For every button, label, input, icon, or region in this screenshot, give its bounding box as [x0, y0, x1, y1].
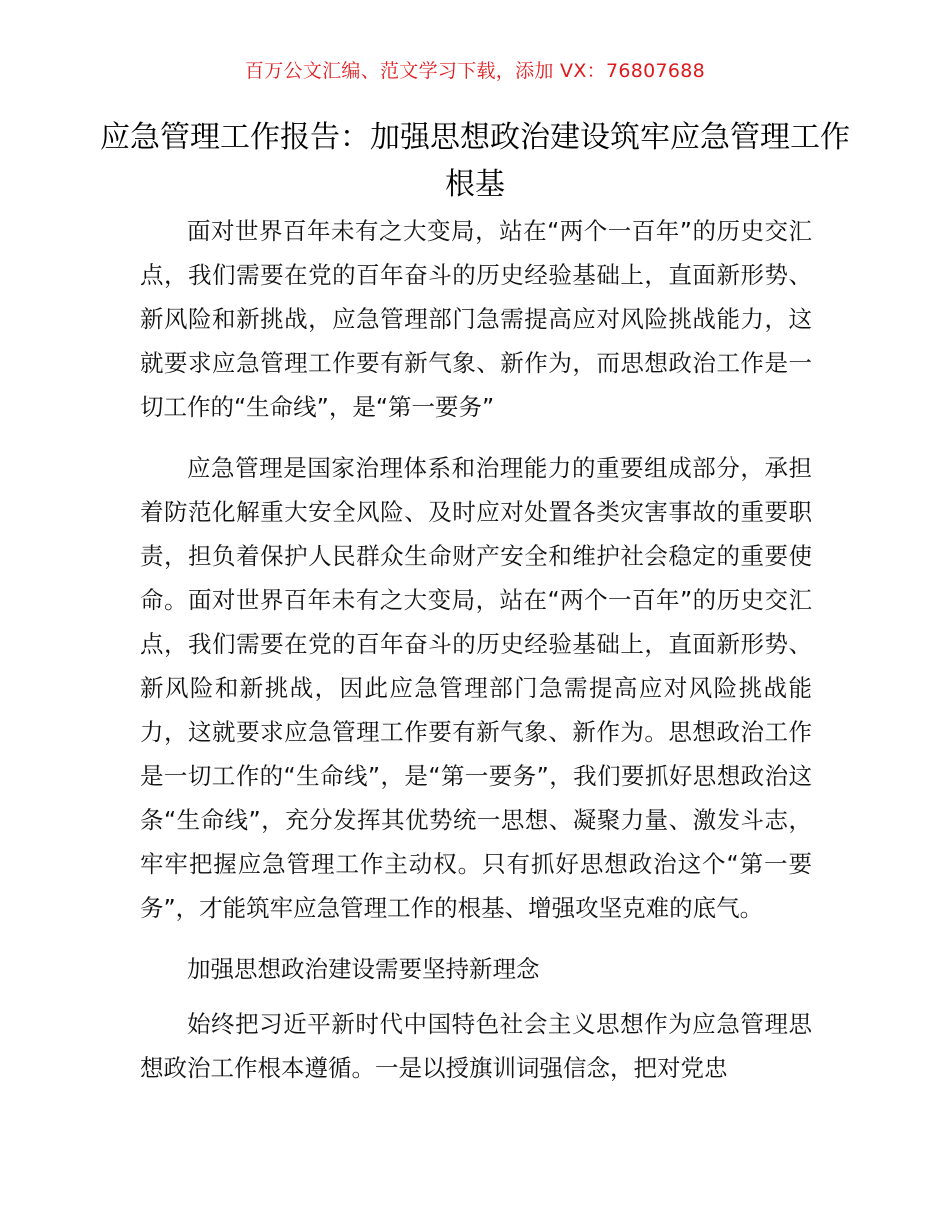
paragraph-section-body: 始终把习近平新时代中国特色社会主义思想作为应急管理思想政治工作根本遵循。一是以授旗训词强信念，把对党忠: [140, 1010, 812, 1082]
paragraph-main: 应急管理是国家治理体系和治理能力的重要组成部分，承担着防范化解重大安全风险、及时应对处置各类灾害事故的重要职责，担负着保护人民群众生命财产安全和维护社会稳定的重要使命。面对世界百年未有之大变局，站在“两个一百年”的历史交汇点，我们需要在党的百年奋斗的历史经验基础上，直面新形势、新风险和新挑战，因此应急管理部门急需提高应对风险挑战能力，这就要求应急管理工作要有新气象、新作为。思想政治工作是一切工作的“生命线”，是“第一要务”，我们要抓好思想政治这条“生命线”，充分发挥其优势统一思想、凝聚力量、激发斗志，牢牢把握应急管理工作主动权。只有抓好思想政治这个“第一要务”，才能筑牢应急管理工作的根基、增强攻坚克难的底气。: [140, 454, 812, 922]
document-body: [140, 209, 812, 1107]
document-title: 应急管理工作报告：加强思想政治建设筑牢应急管理工作根基: [100, 120, 850, 202]
section-heading: 加强思想政治建设需要坚持新理念: [187, 955, 540, 983]
paragraph-intro: 面对世界百年未有之大变局，站在“两个一百年”的历史交汇点，我们需要在党的百年奋斗的历史经验基础上，直面新形势、新风险和新挑战，应急管理部门急需提高应对风险挑战能力，这就要求应急管理工作要有新气象、新作为，而思想政治工作是一切工作的“生命线”，是“第一要务”: [140, 217, 812, 421]
watermark-header: 百万公文汇编、范文学习下载，添加 VX：76807688: [244, 60, 706, 82]
